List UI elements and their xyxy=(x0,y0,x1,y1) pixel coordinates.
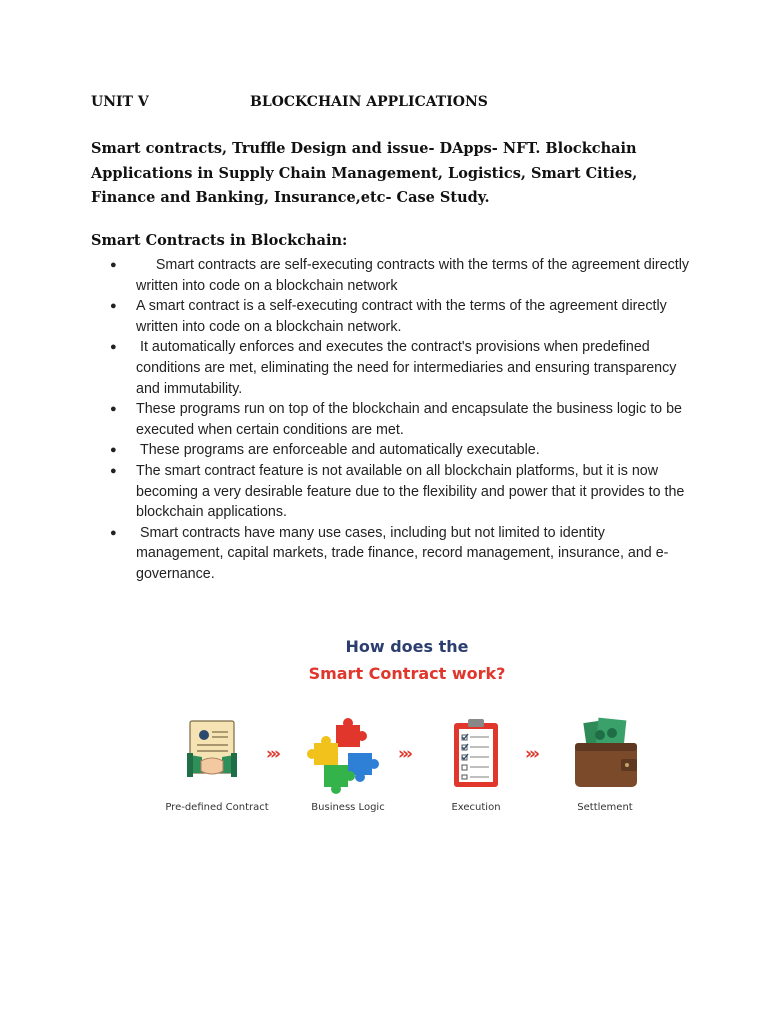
section-heading: Smart Contracts in Blockchain: xyxy=(91,232,348,249)
bullet-dot: ● xyxy=(110,300,117,313)
step-label: Execution xyxy=(451,802,501,813)
wallet-money-icon xyxy=(545,715,665,801)
bullet-dot: ● xyxy=(110,464,117,477)
unit-header xyxy=(91,94,488,110)
arrow-1: ››› xyxy=(266,744,279,764)
list-item xyxy=(110,337,690,399)
diagram-title-line2: Smart Contract work? xyxy=(308,664,506,683)
unit-title: BLOCKCHAIN APPLICATIONS xyxy=(250,94,488,110)
step-execution xyxy=(416,715,536,815)
step-label: Settlement xyxy=(577,802,633,813)
arrow-2: ››› xyxy=(398,744,411,764)
arrow-3: ››› xyxy=(525,744,538,764)
list-item-text: Smart contracts are self-executing contracts with the terms of the agreement directly written into code on a blockchain network xyxy=(136,257,694,294)
contract-handshake-icon xyxy=(157,715,277,801)
step-label: Pre-defined Contract xyxy=(165,802,269,813)
step-predefined-contract xyxy=(157,715,277,815)
list-item xyxy=(110,523,690,585)
list-item-text: These programs run on top of the blockchain and encapsulate the business logic to be executed when certain conditions are met. xyxy=(136,401,686,438)
list-item xyxy=(110,399,690,440)
puzzle-pieces-icon xyxy=(288,715,411,801)
list-item-text: These programs are enforceable and automatically executable. xyxy=(136,442,540,459)
syllabus-intro: Smart contracts, Truffle Design and issue- DApps- NFT. Blockchain Applications in Supply Chain Management, Logistics, Smart Cities, Finance and Banking, Insurance,etc- Case Study. xyxy=(91,140,638,206)
bullet-dot: ● xyxy=(110,341,117,354)
bullet-dot: ● xyxy=(110,403,117,416)
list-item xyxy=(110,255,694,296)
list-item-text: Smart contracts have many use cases, including but not limited to identity management, capital markets, trade finance, record management, insurance, and e-governance. xyxy=(136,524,669,582)
list-item-text: It automatically enforces and executes the contract's provisions when predefined conditions are met, eliminating the need for intermediaries and ensuring transparency and immutability. xyxy=(136,339,681,397)
step-settlement xyxy=(545,715,665,815)
checklist-clipboard-icon xyxy=(416,715,536,801)
step-label: Business Logic xyxy=(311,802,385,813)
step-business-logic xyxy=(288,715,411,815)
diagram-title-line1: How does the xyxy=(345,637,469,656)
bullet-dot: ● xyxy=(110,259,117,271)
list-item-text: The smart contract feature is not available on all blockchain platforms, but it is now becoming a very desirable feature due to the flexibility and power that it provides to the blockchain applications. xyxy=(136,462,689,521)
bullet-list xyxy=(110,255,694,585)
unit-label: UNIT V xyxy=(91,94,149,110)
bullet-dot: ● xyxy=(110,444,117,457)
list-item xyxy=(110,461,690,523)
bullet-dot: ● xyxy=(110,526,117,539)
list-item-text: A smart contract is a self-executing contract with the terms of the agreement directly written into code on a blockchain network. xyxy=(136,298,671,335)
list-item xyxy=(110,296,690,337)
list-item xyxy=(110,440,690,461)
